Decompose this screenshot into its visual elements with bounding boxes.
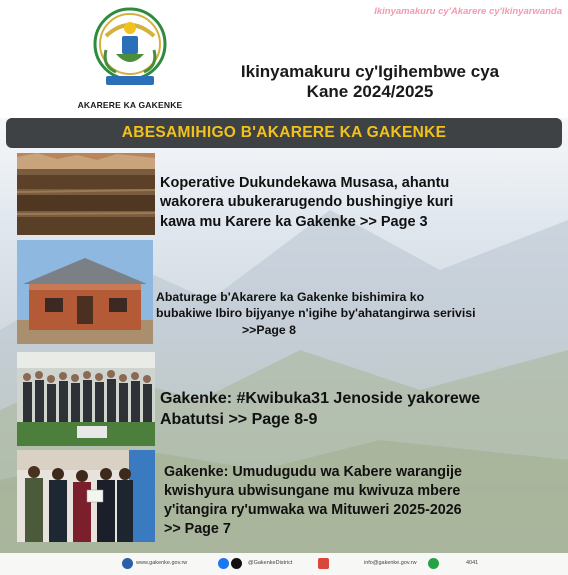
story-1-line3: kawa mu Karere ka Gakenke >> Page 3 [160,213,428,230]
coffee-drying-beds-image [17,153,155,235]
story-1[interactable] [160,174,560,232]
phone-icon[interactable] [428,558,439,569]
tagline: Ikinyamakuru cy'Akarere cy'Ikinyarwanda [374,6,562,17]
story-3[interactable] [160,388,560,431]
story-4-line4: >> Page 7 [164,521,231,537]
story-photo-coffee-drying[interactable] [17,153,155,235]
story-4[interactable] [164,463,564,539]
rwanda-coat-of-arms-logo [92,6,168,90]
story-1-line2: wakorera ubukerarugendo bushingiye kuri [160,194,454,211]
award-ceremony-image [17,450,155,542]
story-2-line2: bubakiwe Ibiro bijyanye n'igihe by'ahatangirwa serivisi [156,306,476,321]
story-2-line3: >>Page 8 [242,322,297,337]
section-banner [6,118,562,148]
story-3-line2: Abatutsi >> Page 8-9 [160,411,318,429]
district-name: AKARERE KA GAKENKE [77,100,183,110]
story-2[interactable] [156,289,566,338]
email-icon[interactable] [318,558,329,569]
office-building-image [17,240,153,344]
globe-icon [122,558,133,569]
newsletter-title-line1: Ikinyamakuru cy'Igihembwe cya [240,62,500,81]
x-twitter-icon[interactable] [231,558,242,569]
story-photo-office-building[interactable] [17,240,153,344]
footer-social-handle[interactable]: @GakenkeDistrict [248,560,293,566]
story-1-line1: Koperative Dukundekawa Musasa, ahantu [160,175,450,191]
section-banner-text: ABESAMIHIGO B'AKARERE KA GAKENKE [121,124,447,141]
facebook-icon[interactable] [218,558,229,569]
story-4-line1: Gakenke: Umudugudu wa Kabere warangije [164,464,462,480]
story-3-line1: Gakenke: #Kwibuka31 Jenoside yakorewe [160,390,481,407]
memorial-crowd-image [17,352,155,446]
story-photo-kwibuka-gathering[interactable] [17,352,155,446]
newsletter-title-line2: Kane 2024/2025 [306,82,434,101]
story-4-line2: kwishyura ubwisungane mu kwivuza mbere [164,483,461,499]
footer-phone-number: 4041 [466,560,479,566]
story-photo-mituweri-award[interactable] [17,450,155,542]
story-4-line3: y'itangira ry'umwaka wa Mituweri 2025-2026 [164,502,462,518]
story-2-line1: Abaturage b'Akarere ka Gakenke bishimira ko [156,290,425,304]
footer-email-link[interactable]: info@gakenke.gov.rw [364,560,417,566]
footer [0,553,568,575]
footer-website-link[interactable]: www.gakenke.gov.rw [136,560,188,566]
header [0,0,568,118]
